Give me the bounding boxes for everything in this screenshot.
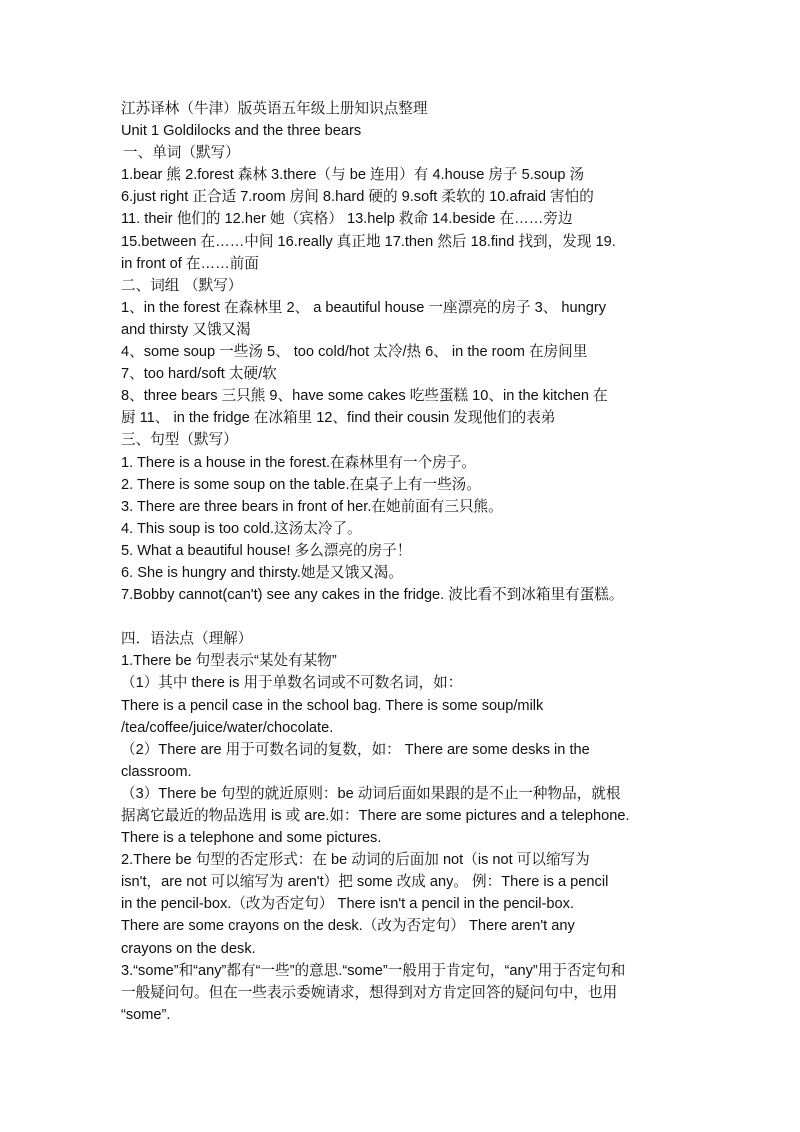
phrases-line: 厨 11、 in the fridge 在冰箱里 12、find their cousin 发现他们的表弟 [121, 410, 556, 427]
phrases-line: and thirsty 又饿又渴 [121, 321, 251, 338]
words-line: in front of 在……前面 [121, 255, 259, 272]
sentence-line: 2. There is some soup on the table.在桌子上有一些汤。 [121, 476, 481, 493]
grammar-line: （1）其中 there is 用于单数名词或不可数名词，如： [121, 675, 463, 692]
section-heading-words: 一、单词（默写） [123, 144, 240, 162]
grammar-line: /tea/coffee/juice/water/chocolate. [121, 719, 334, 736]
grammar-line: （3）There be 句型的就近原则：be 动词后面如果跟的是不止一种物品，就根 [121, 785, 621, 802]
grammar-line: There is a telephone and some pictures. [121, 830, 382, 847]
grammar-line: isn't，are not 可以缩写为 aren't）把 some 改成 any。 例：There is a pencil [121, 874, 609, 891]
sentence-line: 4. This soup is too cold.这汤太冷了。 [121, 520, 362, 537]
section-heading-grammar: 四．语法点（理解） [121, 630, 253, 648]
grammar-line: （2）There are 用于可数名词的复数，如： There are some desks in the [121, 741, 590, 758]
grammar-line: “some”. [121, 1006, 171, 1023]
grammar-line: classroom. [121, 763, 192, 780]
words-line: 1.bear 熊 2.forest 森林 3.there（与 be 连用）有 4.house 房子 5.soup 汤 [121, 167, 585, 184]
document-body [121, 98, 689, 1026]
sentence-line: 1. There is a house in the forest.在森林里有一个房子。 [121, 454, 476, 471]
unit-title: Unit 1 Goldilocks and the three bears [121, 123, 362, 140]
words-line: 11. their 他们的 12.her 她（宾格） 13.help 救命 14.beside 在……旁边 [121, 211, 573, 228]
document-title: 江苏译林（牛津）版英语五年级上册知识点整理 [121, 100, 428, 117]
grammar-line: in the pencil-box.（改为否定句） There isn't a pencil in the pencil-box. [121, 896, 574, 913]
grammar-line: 一般疑问句。但在一些表示委婉请求，想得到对方肯定回答的疑问句中，也用 [121, 984, 618, 1001]
phrases-line: 8、three bears 三只熊 9、have some cakes 吃些蛋糕 10、in the kitchen 在 [121, 388, 608, 405]
phrases-line: 7、too hard/soft 太硬/软 [121, 366, 277, 383]
sentence-line: 3. There are three bears in front of her.在她前面有三只熊。 [121, 498, 503, 515]
grammar-line: There are some crayons on the desk.（改为否定句） There aren't any [121, 918, 575, 935]
section-heading-phrases: 二、词组 （默写） [121, 276, 243, 294]
phrases-line: 4、some soup 一些汤 5、 too cold/hot 太冷/热 6、 in the room 在房间里 [121, 344, 588, 361]
grammar-line: 1.There be 句型表示“某处有某物” [121, 653, 337, 670]
sentence-line: 5. What a beautiful house! 多么漂亮的房子！ [121, 542, 412, 559]
words-line: 6.just right 正合适 7.room 房间 8.hard 硬的 9.soft 柔软的 10.afraid 害怕的 [121, 189, 594, 206]
sentence-line: 6. She is hungry and thirsty.她是又饿又渴。 [121, 564, 403, 581]
grammar-line: 据离它最近的物品选用 is 或 are.如：There are some pictures and a telephone. [121, 808, 630, 824]
blank-line [121, 606, 689, 628]
grammar-line: crayons on the desk. [121, 940, 256, 957]
grammar-line: 2.There be 句型的否定形式：在 be 动词的后面加 not（is not 可以缩写为 [121, 852, 590, 869]
grammar-line: There is a pencil case in the school bag. There is some soup/milk [121, 697, 544, 714]
grammar-line: 3.“some”和“any”都有“一些”的意思.“some”一般用于肯定句，“any”用于否定句和 [121, 962, 626, 979]
words-line: 15.between 在……中间 16.really 真正地 17.then 然后 18.find 找到，发现 19. [121, 233, 616, 250]
phrases-line: 1、in the forest 在森林里 2、 a beautiful house 一座漂亮的房子 3、 hungry [121, 299, 607, 316]
section-heading-sentences: 三、句型（默写） [121, 431, 238, 449]
sentence-line: 7.Bobby cannot(can't) see any cakes in the fridge. 波比看不到冰箱里有蛋糕。 [121, 587, 624, 604]
